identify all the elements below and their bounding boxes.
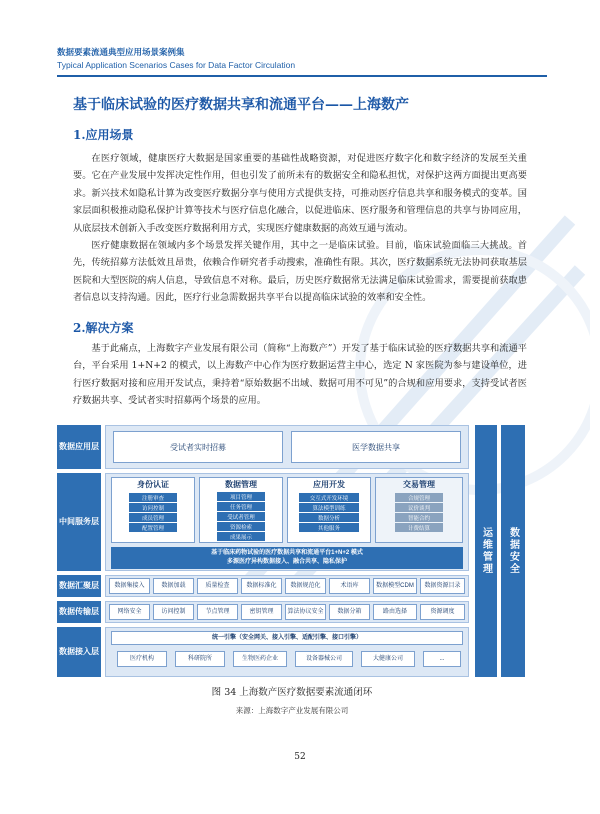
gather-box: 术语库 (329, 578, 370, 594)
module-item: 交互式开发环境 (299, 493, 359, 502)
access-box: 医疗机构 (117, 651, 167, 667)
header-rule (57, 75, 547, 77)
module-item: 配置管理 (129, 523, 177, 532)
section2-heading: 2.解决方案 (73, 321, 134, 335)
module-item: 任务管理 (217, 502, 265, 511)
module-app-dev-title: 应用开发 (313, 480, 345, 489)
layer-label-app: 数据应用层 (57, 425, 101, 469)
layer-label-access: 数据接入层 (57, 627, 101, 677)
transfer-box: 密钥管理 (241, 604, 282, 620)
module-data-management-title: 数据管理 (225, 480, 257, 489)
transfer-box: 资源调度 (420, 604, 465, 620)
app-box-recruit: 受试者实时招募 (113, 431, 283, 463)
layer-label-gather: 数据汇聚层 (57, 575, 101, 597)
running-header (57, 47, 547, 77)
platform-banner (111, 547, 463, 569)
transfer-box: 节点管理 (197, 604, 238, 620)
section1-paragraph-1: 在医疗领域，健康医疗大数据是国家重要的基础性战略资源，对促进医疗数字化和数字经济的发展至关重要。它在产业发展中发挥决定性作用，但也引发了前所未有的数据安全和隐私担忧，对保护这两方面提出更高要求。新兴技术如隐私计算为改变医疗数据分享与使用方式提供支持，可推动医疗信息共享和服务模式的变革。国家层面积极推动隐私保护计算等技术与医疗信息化融合，以促进临床、医疗服务和管理信息的共享与协同应用，从底层技术创新入手改变医疗数据利用方式，实现医疗健康数据的高效互通与流动。 (73, 153, 527, 234)
gather-box: 数据标准化 (241, 578, 282, 594)
transfer-box: 算法协议安全 (285, 604, 326, 620)
module-item: 成员管理 (129, 513, 177, 522)
gather-box: 质量检查 (197, 578, 238, 594)
module-identity-title: 身份认证 (137, 480, 169, 489)
module-trade-management (375, 477, 463, 543)
gather-box: 数据加载 (153, 578, 194, 594)
module-item: 智能合约 (395, 513, 443, 522)
access-box: 生物医药企业 (233, 651, 287, 667)
layer-label-middle: 中间服务层 (57, 473, 101, 571)
module-item: 项目管理 (217, 492, 265, 501)
transfer-box: 数据分箱 (329, 604, 370, 620)
module-item: 计费结算 (395, 523, 443, 532)
platform-line-2: 多源医疗异构数据接入、融合共享、隐私保护 (226, 559, 347, 565)
module-item: 其他服务 (299, 523, 359, 532)
ops-management-bar: 运维管理 (475, 425, 497, 677)
figure-source: 来源：上海数字产业发展有限公司 (235, 706, 349, 715)
module-item: 成果展示 (217, 532, 265, 541)
module-item: 数据分析 (299, 513, 359, 522)
platform-line-1: 基于临床药物试验的医疗数据共享和流通平台1+N+2 模式 (211, 550, 363, 556)
module-item: 合规管理 (395, 493, 443, 502)
section1-heading: 1.应用场景 (73, 128, 134, 142)
gather-box: 数据模型CDM (373, 578, 417, 594)
article-title: 基于临床试验的医疗数据共享和流通平台——上海数产 (73, 97, 409, 113)
gather-box: 数据资源目录 (420, 578, 465, 594)
module-item: 访问控制 (129, 503, 177, 512)
module-item: 资源检索 (217, 522, 265, 531)
header-cn: 数据要素流通典型应用场景案例集 (57, 48, 185, 58)
transfer-box: 网络安全 (109, 604, 150, 620)
transfer-box: 路由选择 (373, 604, 417, 620)
module-item: 算法模型训练 (299, 503, 359, 512)
access-box: 科研院所 (175, 651, 225, 667)
access-box: 大健康公司 (361, 651, 415, 667)
access-engine-bar: 统一引擎（安全网关、接入引擎、适配引擎、接口引擎） (111, 631, 463, 645)
data-security-bar: 数据安全 (501, 425, 525, 677)
page-number: 52 (294, 752, 306, 762)
module-item: 受试者管理 (217, 512, 265, 521)
app-box-share: 医学数据共享 (291, 431, 461, 463)
layer-label-transfer: 数据传输层 (57, 601, 101, 623)
module-item: 注册审查 (129, 493, 177, 502)
access-box: 设备器械公司 (295, 651, 353, 667)
gather-box: 数据规范化 (285, 578, 326, 594)
transfer-box: 访问控制 (153, 604, 194, 620)
figure-caption: 图 34 上海数产医疗数据要素流通闭环 (211, 687, 373, 698)
module-app-dev (287, 477, 371, 543)
module-trade-management-title: 交易管理 (403, 480, 435, 489)
architecture-diagram (57, 425, 527, 677)
module-identity (111, 477, 195, 543)
module-data-management (199, 477, 283, 543)
access-box: ... (423, 651, 461, 667)
gather-box: 数据集接入 (109, 578, 150, 594)
section1-paragraph-2: 医疗健康数据在领域内多个场景发挥关键作用，其中之一是临床试验。目前，临床试验面临三大挑战。首先，传统招募方法低效且昂贵，依赖合作研究者手动搜索，准确性有限。其次，医疗数据系统无法协同获取基层医院和大型医院的病人信息，导致信息不对称。最后，历史医疗数据常无法满足临床试验需求，需要提前获取患者信息以支持沟通。因此，医疗行业急需数据共享平台以提高临床试验的效率和安全性。 (73, 240, 527, 304)
module-item: 议价谈判 (395, 503, 443, 512)
section2-paragraph-1: 基于此痛点，上海数字产业发展有限公司（简称“上海数产”）开发了基于临床试验的医疗数据共享和流通平台，平台采用 1+N+2 的模式，以上海数产中心作为医疗数据运营主中心，选定 N 家医院为参与建设单位，进行医疗数据对接和应用开发试点，秉持着“原始数据不出域、数据可用不可见”的合规和应用要求，支持受试者医疗数据共享、受试者实时招募两个场景的应用。 (73, 343, 527, 407)
header-en: Typical Application Scenarios Cases for Data Factor Circulation (57, 60, 296, 70)
